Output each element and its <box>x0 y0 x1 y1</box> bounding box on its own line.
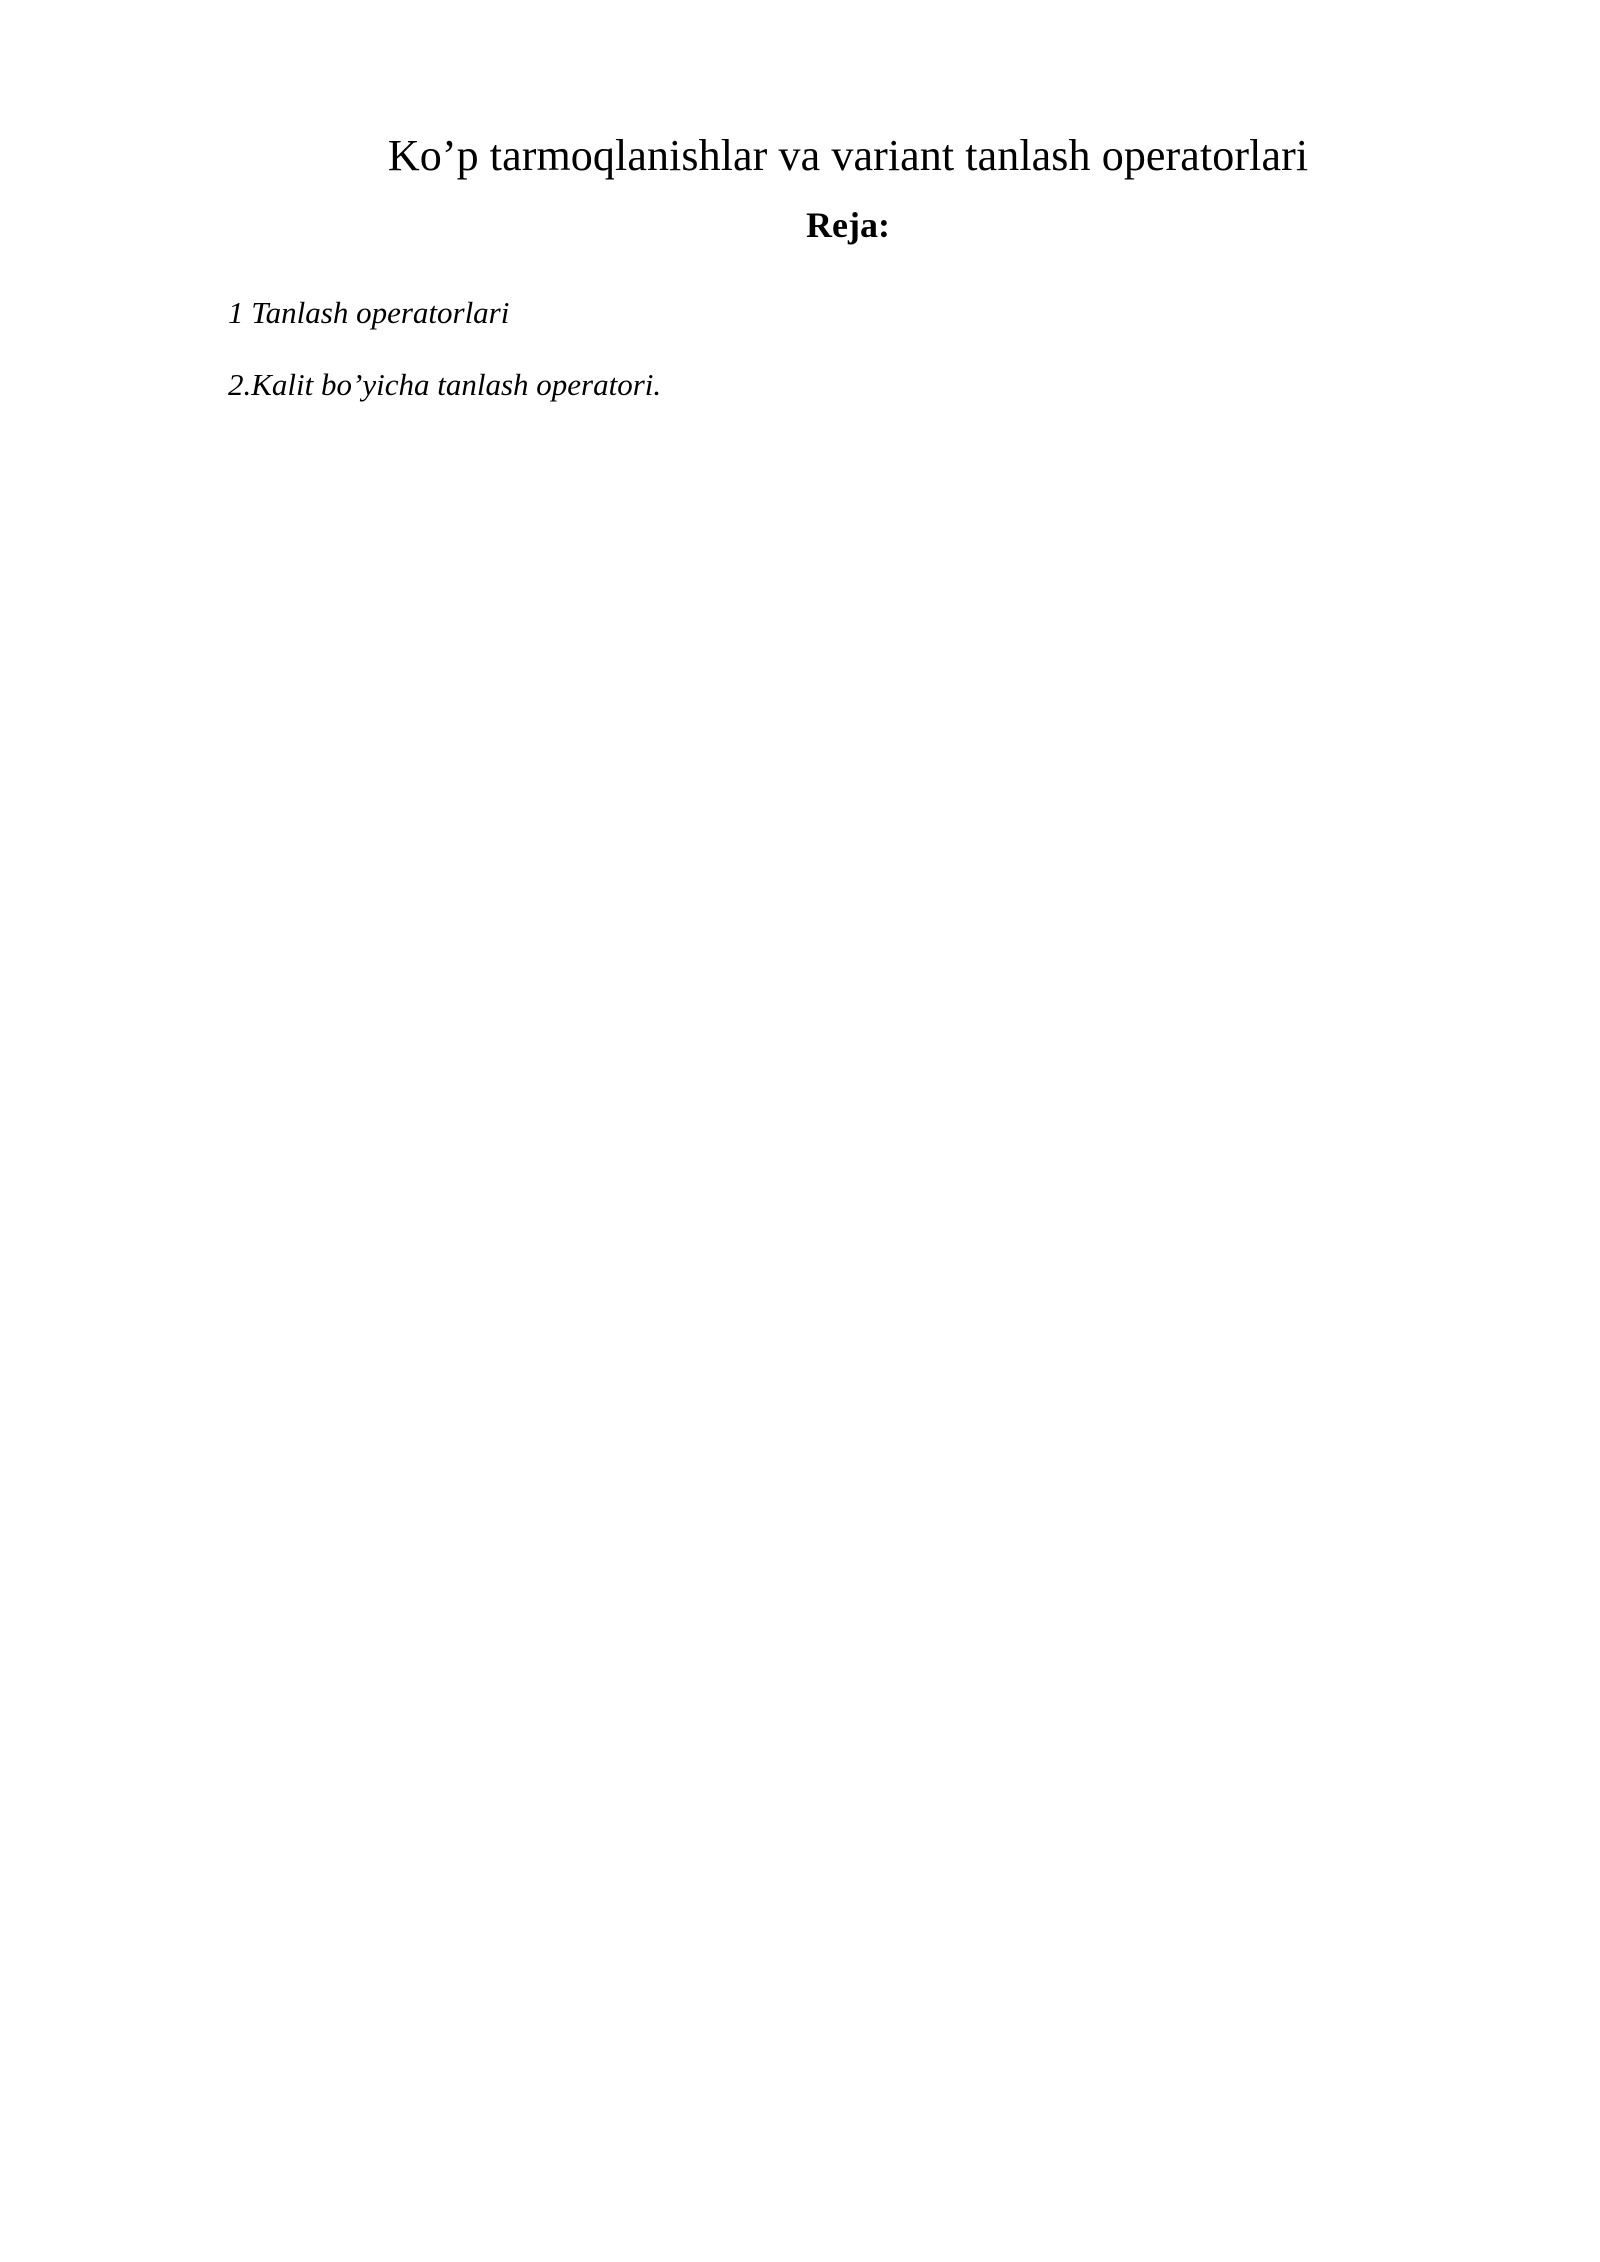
page-title: Ko’p tarmoqlanishlar va variant tanlash operatorlari <box>387 131 1309 180</box>
list-item: 1 Tanlash operatorlari <box>228 294 510 330</box>
list-item: 2.Kalit bo’yicha tanlash operatori. <box>228 367 662 403</box>
plan-heading: Reja: <box>806 204 890 245</box>
plan-list <box>228 290 1468 409</box>
document-body <box>228 130 1468 435</box>
